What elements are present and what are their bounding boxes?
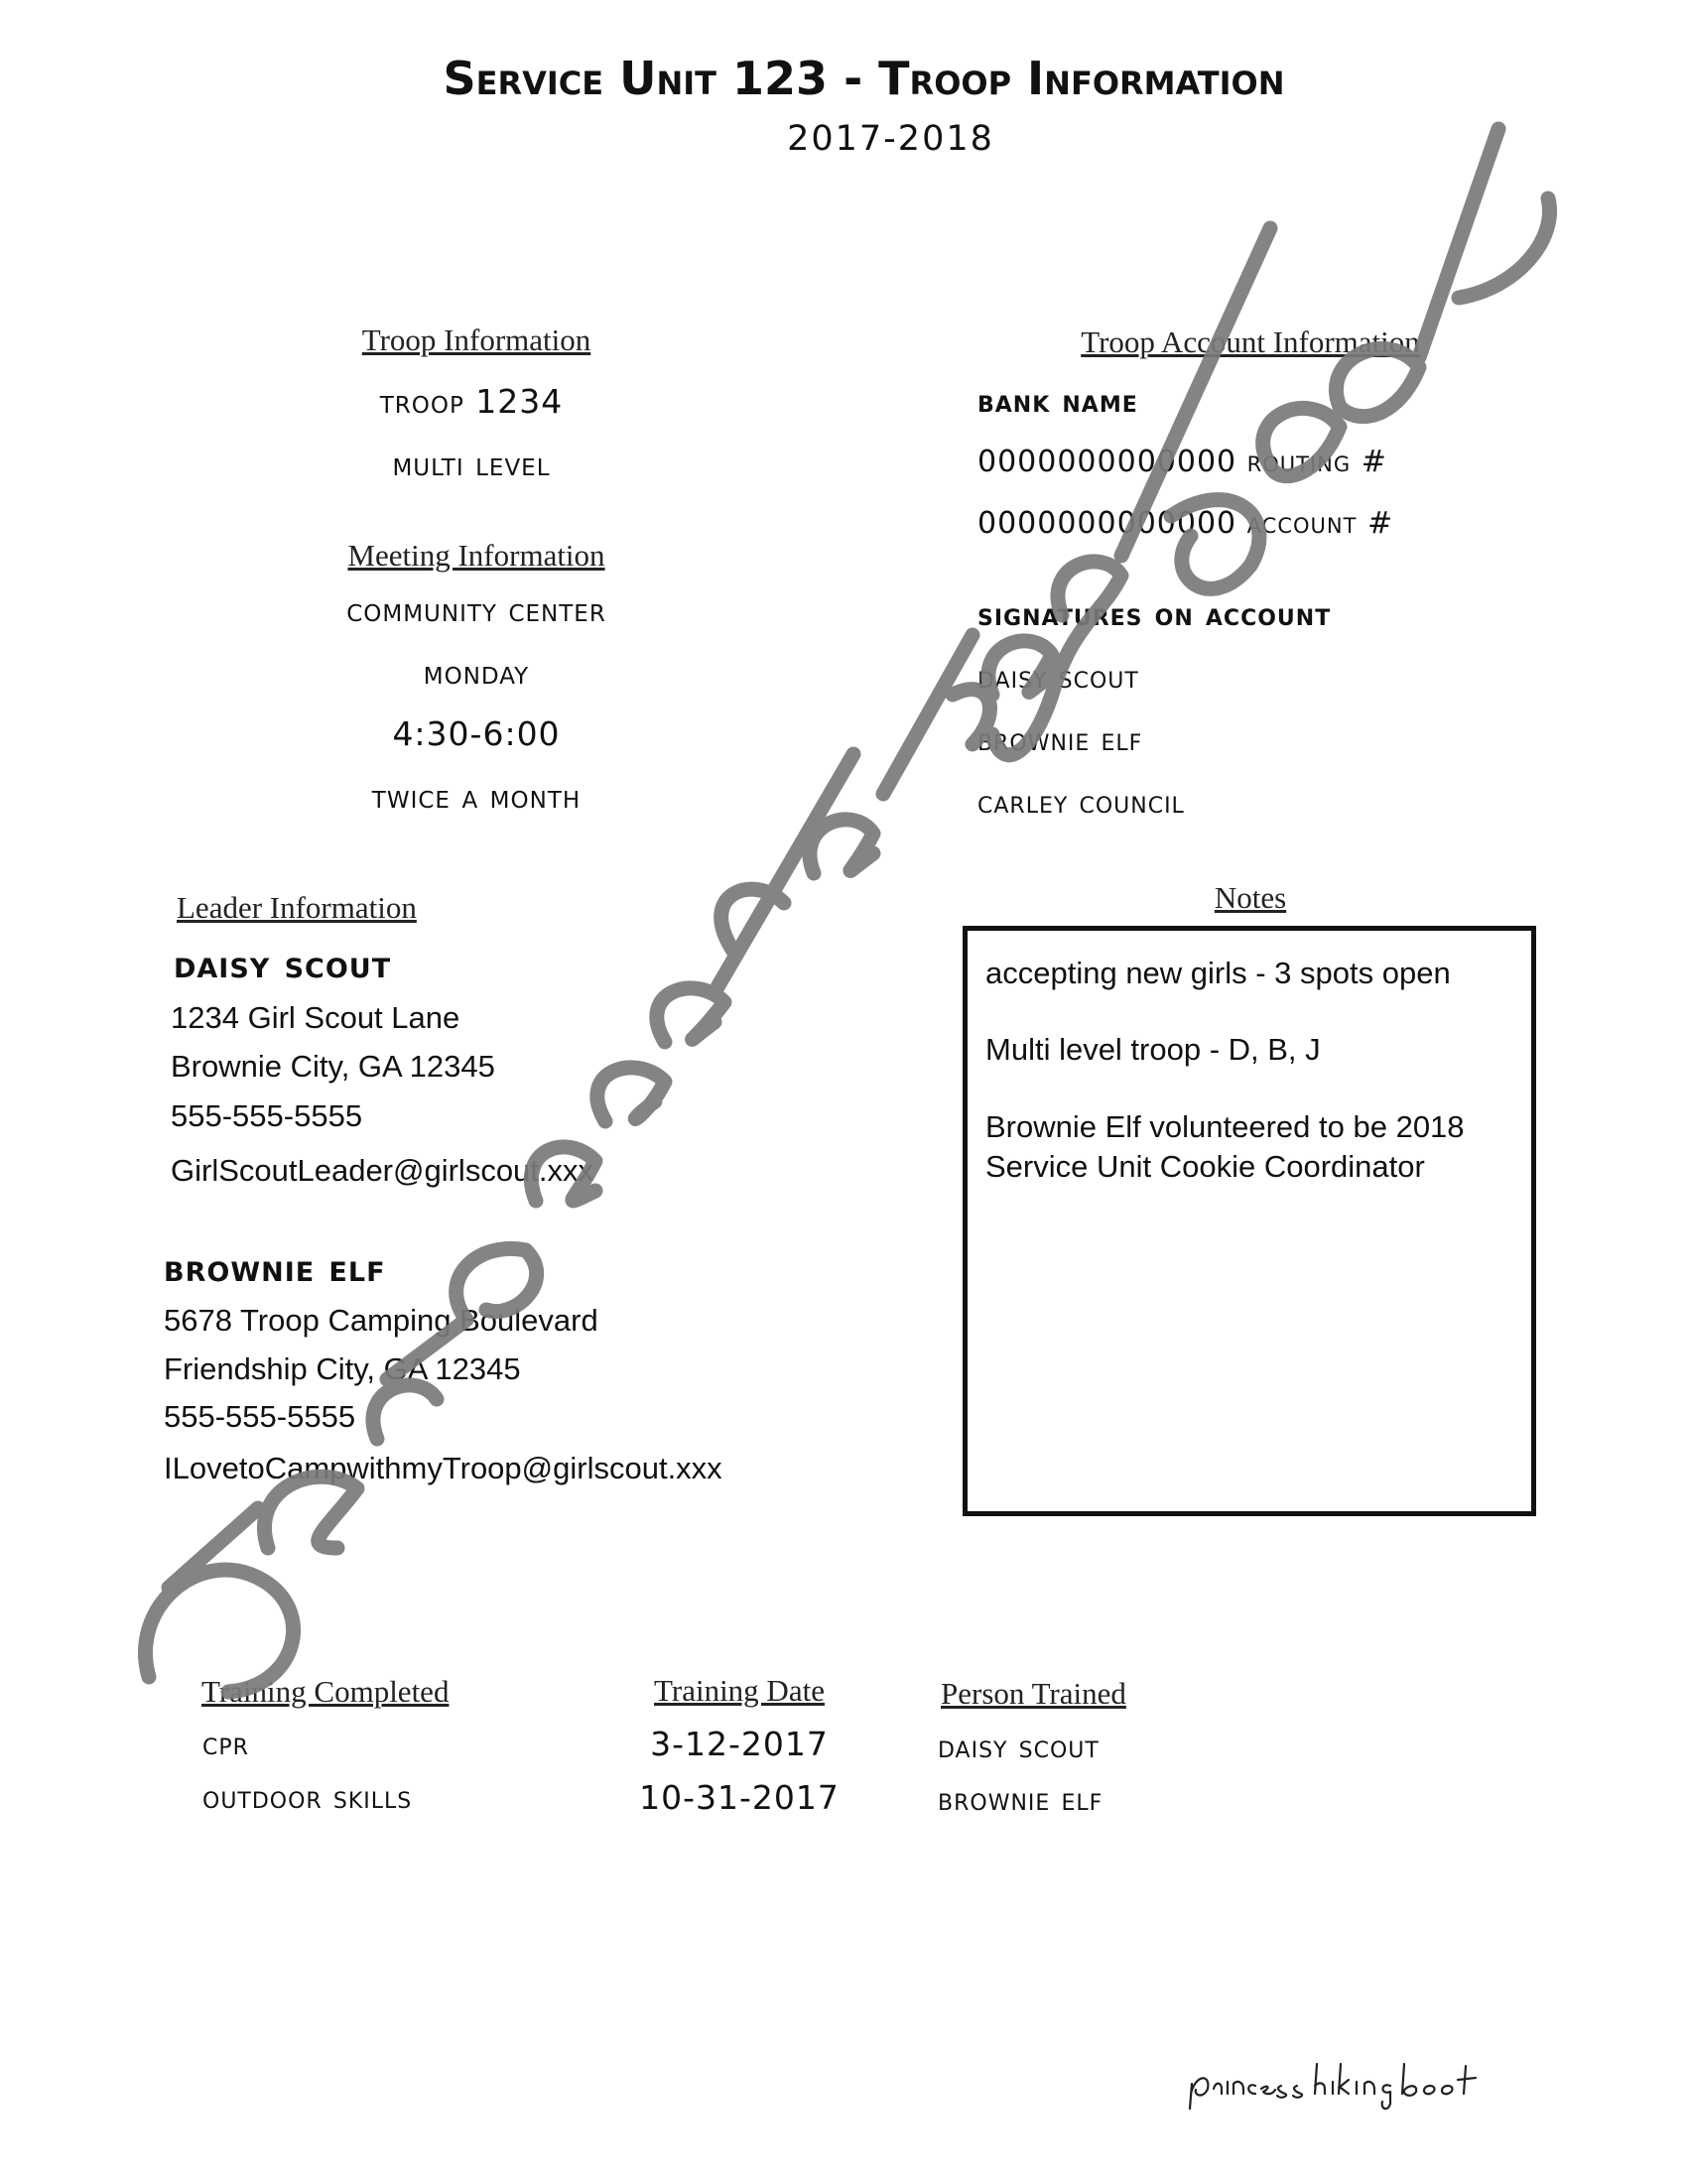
page-title: Service Unit 123 - Troop Information: [443, 52, 1285, 105]
notes-box: [963, 926, 1536, 1516]
meeting-info-heading: Meeting Information: [347, 538, 605, 573]
training-header-date: Training Date: [654, 1673, 825, 1708]
troop-info-heading: Troop Information: [361, 322, 591, 357]
routing-number: 0000000000000 routing #: [977, 445, 1387, 479]
leader-1-address1: 1234 Girl Scout Lane: [171, 1000, 460, 1035]
note-line-2: Multi level troop - D, B, J: [985, 1032, 1321, 1067]
signer-2: brownie elf: [977, 720, 1143, 758]
meeting-day: monday: [423, 653, 530, 692]
leader-2-address2: Friendship City, GA 12345: [164, 1351, 521, 1386]
note-line-1: accepting new girls - 3 spots open: [985, 956, 1451, 990]
training-row-2-person: brownie elf: [938, 1780, 1104, 1818]
training-header-completed: Training Completed: [201, 1674, 450, 1709]
meeting-frequency: twice a month: [371, 777, 582, 816]
bank-name: bank name: [977, 382, 1138, 420]
signer-3: carley council: [977, 783, 1185, 821]
leader-info-heading: Leader Information: [177, 890, 417, 925]
leader-2-name: brownie elf: [164, 1246, 386, 1290]
training-row-1-date: 3-12-2017: [650, 1725, 829, 1763]
leader-2-address1: 5678 Troop Camping Boulevard: [164, 1303, 598, 1338]
signatures-heading: signatures on account: [977, 595, 1332, 633]
meeting-time: 4:30-6:00: [392, 714, 561, 753]
meeting-place: community center: [346, 590, 606, 629]
school-year: 2017-2018: [787, 119, 994, 159]
notes-heading: Notes: [1214, 880, 1287, 915]
footer-logo: [1186, 2044, 1503, 2114]
training-header-person: Person Trained: [941, 1676, 1126, 1711]
leader-1-email: GirlScoutLeader@girlscout.xxx: [171, 1153, 594, 1188]
training-row-1-course: cpr: [202, 1725, 249, 1762]
signer-1: daisy scout: [977, 658, 1139, 696]
troop-number: troop 1234: [379, 382, 564, 421]
leader-1-address2: Brownie City, GA 12345: [171, 1049, 495, 1084]
leader-1-phone: 555-555-5555: [171, 1098, 363, 1133]
troop-level: multi level: [392, 445, 551, 483]
training-row-2-course: outdoor skills: [202, 1778, 413, 1816]
account-info-heading: Troop Account Information: [1081, 324, 1420, 359]
training-row-2-date: 10-31-2017: [639, 1778, 840, 1817]
note-line-3: Brownie Elf volunteered to be 2018 Service Unit Cookie Coordinator: [985, 1109, 1465, 1184]
account-number: 0000000000000 account #: [977, 506, 1394, 541]
training-row-1-person: daisy scout: [938, 1728, 1100, 1765]
leader-2-email: ILovetoCampwithmyTroop@girlscout.xxx: [164, 1451, 722, 1485]
leader-1-name: daisy scout: [174, 943, 392, 986]
leader-2-phone: 555-555-5555: [164, 1399, 356, 1434]
